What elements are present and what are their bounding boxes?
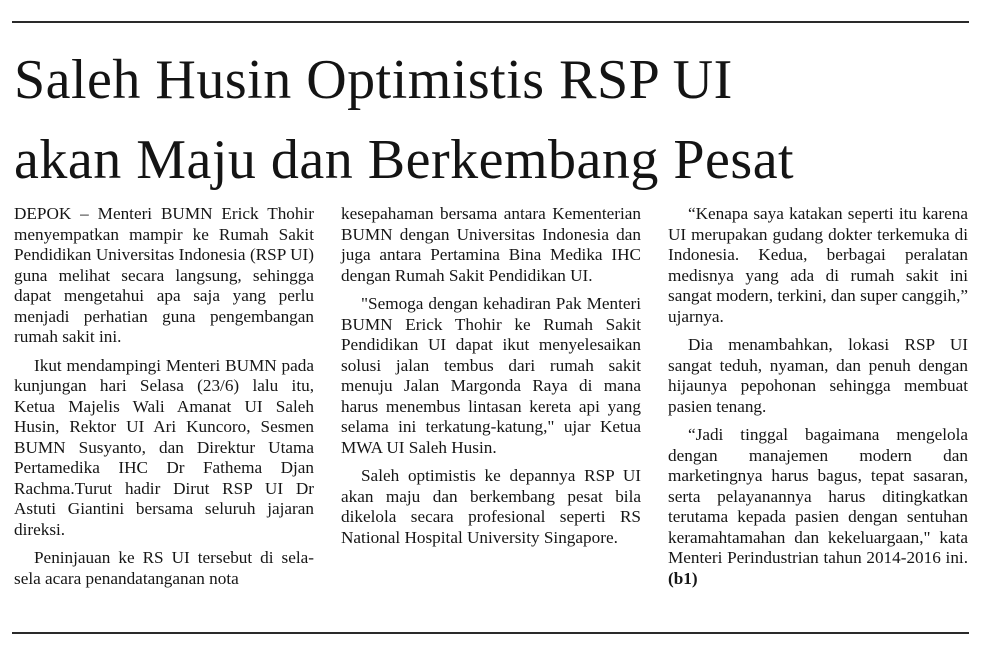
- headline-line-2: akan Maju dan Berkembang Pesat: [14, 129, 795, 191]
- paragraph: "Semoga dengan kehadiran Pak Menteri BUMN Erick Thohir ke Rumah Sakit Pendidikan UI dapat ikut menyelesaikan solusi jalan tembus dari rumah sakit menuju Jalan Margonda Raya di mana harus menembus lintasan kereta api yang selama ini terkatung-katung," ujar Ketua MWA UI Saleh Husin.: [341, 294, 641, 457]
- paragraph: Peninjauan ke RS UI tersebut di sela-sela acara penandatanganan nota: [14, 548, 314, 588]
- paragraph: DEPOK – Menteri BUMN Erick Thohir menyempatkan mampir ke Rumah Sakit Pendidikan Universitas Indonesia (RSP UI) guna melihat secara langsung, sehingga dapat mengetahui apa saja yang perlu menjadi perhatian guna pengembangan rumah sakit ini.: [14, 204, 314, 346]
- paragraph: Ikut mendampingi Menteri BUMN pada kunjungan hari Selasa (23/6) lalu itu, Ketua Majelis Wali Amanat UI Saleh Husin, Rektor UI Ari Kuncoro, Sesmen BUMN Susyanto, dan Direktur Utama Pertamedika IHC Dr Fathema Djan Rachma.Turut hadir Dirut RSP UI Dr Astuti Giantini bersama seluruh jajaran direksi.: [14, 355, 314, 539]
- headline: [14, 40, 974, 200]
- bottom-rule: [12, 632, 969, 634]
- paragraph: “Kenapa saya katakan seperti itu karena UI merupakan gudang dokter terkemuka di Indonesia. Kedua, berbagai peralatan medisnya yang ada di rumah sakit ini sangat modern, terkini, dan super canggih,” ujarnya.: [668, 204, 968, 326]
- article-column-3: [668, 204, 968, 597]
- paragraph-final: [668, 425, 968, 589]
- author-signature: (b1): [668, 568, 698, 588]
- headline-line-1: Saleh Husin Optimistis RSP UI: [14, 49, 733, 111]
- top-rule: [12, 21, 969, 23]
- article-column-1: [14, 204, 314, 597]
- paragraph-text: “Jadi tinggal bagaimana mengelola dengan manajemen modern dan marketingnya harus bagus, tepat sasaran, serta pelayanannya harus ditingkatkan terutama kepada pasien dengan sentuhan keramahtamahan dan kekeluargaan," kata Menteri Perindustrian tahun 2014-2016 ini.: [668, 425, 968, 567]
- paragraph: Dia menambahkan, lokasi RSP UI sangat teduh, nyaman, dan penuh dengan hijaunya pepohonan sehingga membuat pasien tenang.: [668, 335, 968, 416]
- paragraph: Saleh optimistis ke depannya RSP UI akan maju dan berkembang pesat bila dikelola secara profesional seperti RS National Hospital University Singapore.: [341, 466, 641, 547]
- paragraph-continued: kesepahaman bersama antara Kementerian BUMN dengan Universitas Indonesia dan juga antara Pertamina Bina Medika IHC dengan Rumah Sakit Pendidikan UI.: [341, 204, 641, 285]
- article-column-2: [341, 204, 641, 556]
